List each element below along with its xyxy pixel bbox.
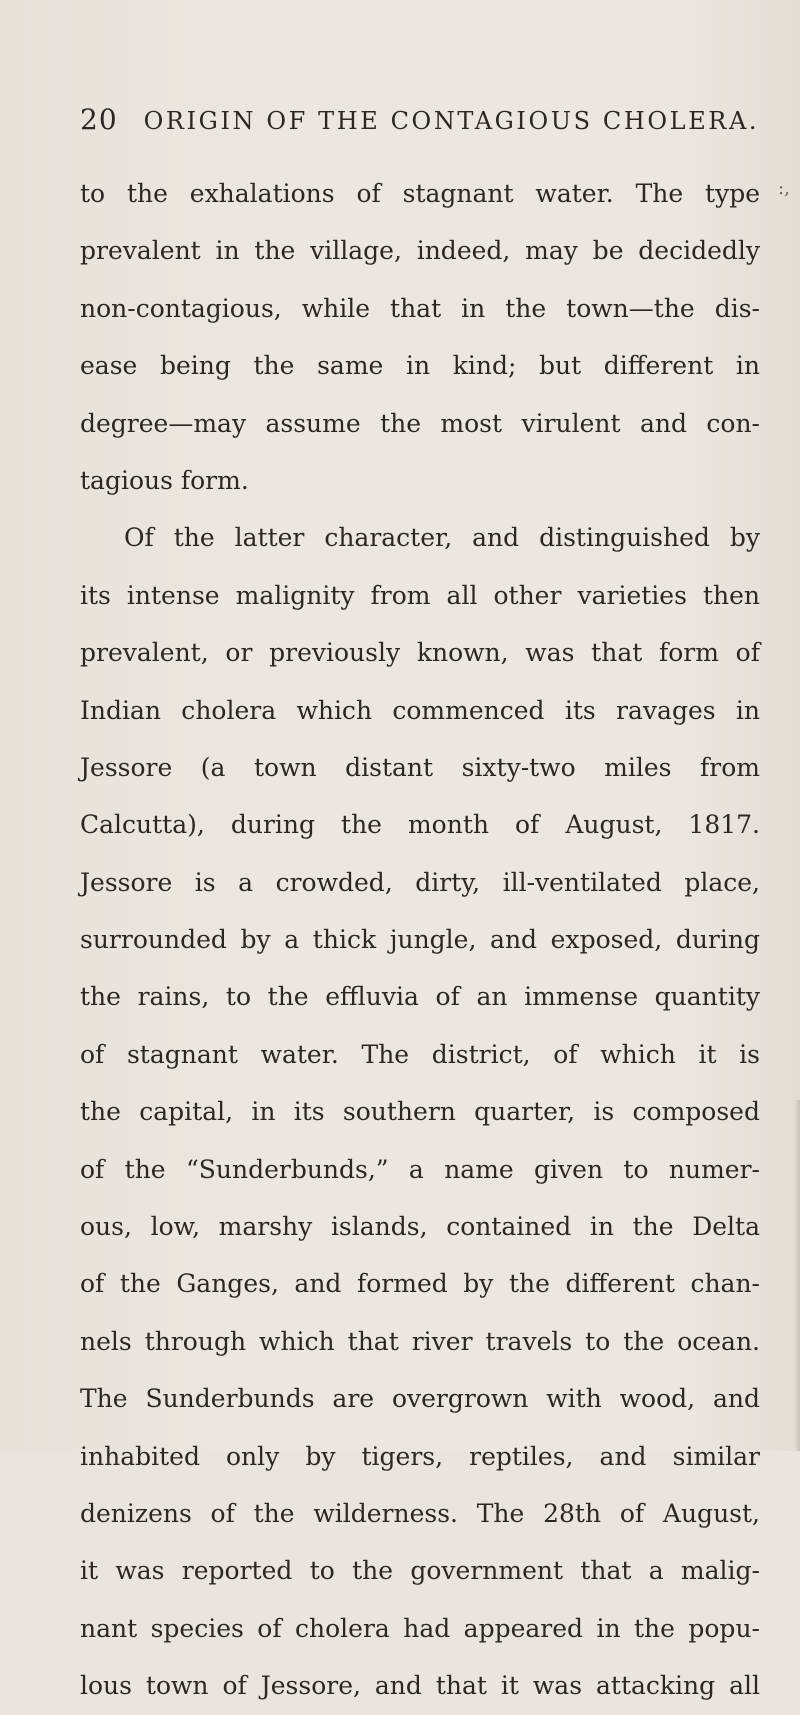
text-line: the capital, in its southern quarter, is composed: [80, 1097, 760, 1127]
text-line: Jessore is a crowded, dirty, ill-ventilated place,: [80, 867, 760, 897]
text-line: to the exhalations of stagnant water. The type: [80, 179, 760, 208]
text-line: ous, low, marshy islands, contained in the Delta: [80, 1212, 760, 1242]
running-head: [80, 98, 760, 142]
text-line: The Sunderbunds are overgrown with wood, and: [80, 1384, 760, 1414]
text-line: lous town of Jessore, and that it was attacking all: [80, 1671, 760, 1701]
text-line: non-contagious, while that in the town—the dis-: [80, 293, 760, 323]
page-edge-shadow: [794, 1100, 800, 1451]
text-line: of the “Sunderbunds,” a name given to numer-: [80, 1154, 760, 1184]
text-line: nels through which that river travels to the ocean.: [80, 1326, 760, 1356]
text-line: its intense malignity from all other varieties then: [80, 580, 760, 610]
margin-mark: :,: [778, 178, 790, 199]
text-line: prevalent, or previously known, was that form of: [80, 638, 760, 668]
text-line: it was reported to the government that a malig-: [80, 1556, 760, 1586]
text-line: of stagnant water. The district, of which it is: [80, 1039, 760, 1069]
text-line: tagious form.: [80, 465, 249, 495]
text-line: ease being the same in kind; but different in: [80, 351, 760, 381]
text-line: prevalent in the village, indeed, may be decidedly: [80, 236, 760, 266]
text-line: inhabited only by tigers, reptiles, and similar: [80, 1441, 760, 1471]
page-number: 20: [80, 103, 118, 136]
text-line: Calcutta), during the month of August, 1817.: [80, 810, 760, 840]
body-text: [80, 165, 760, 1715]
text-line: the rains, to the effluvia of an immense quantity: [80, 982, 760, 1012]
text-line: of the Ganges, and formed by the different chan-: [80, 1269, 760, 1299]
text-line: degree—may assume the most virulent and con-: [80, 408, 760, 438]
text-line: Indian cholera which commenced its ravages in: [80, 695, 760, 725]
running-title: ORIGIN OF THE CONTAGIOUS CHOLERA.: [143, 107, 760, 135]
text-line: Jessore (a town distant sixty-two miles from: [80, 752, 760, 782]
text-line: surrounded by a thick jungle, and exposed, during: [80, 925, 760, 955]
text-line: nant species of cholera had appeared in the popu-: [80, 1613, 760, 1643]
text-line: Of the latter character, and distinguished by: [124, 523, 760, 553]
text-line: denizens of the wilderness. The 28th of August,: [80, 1498, 760, 1528]
